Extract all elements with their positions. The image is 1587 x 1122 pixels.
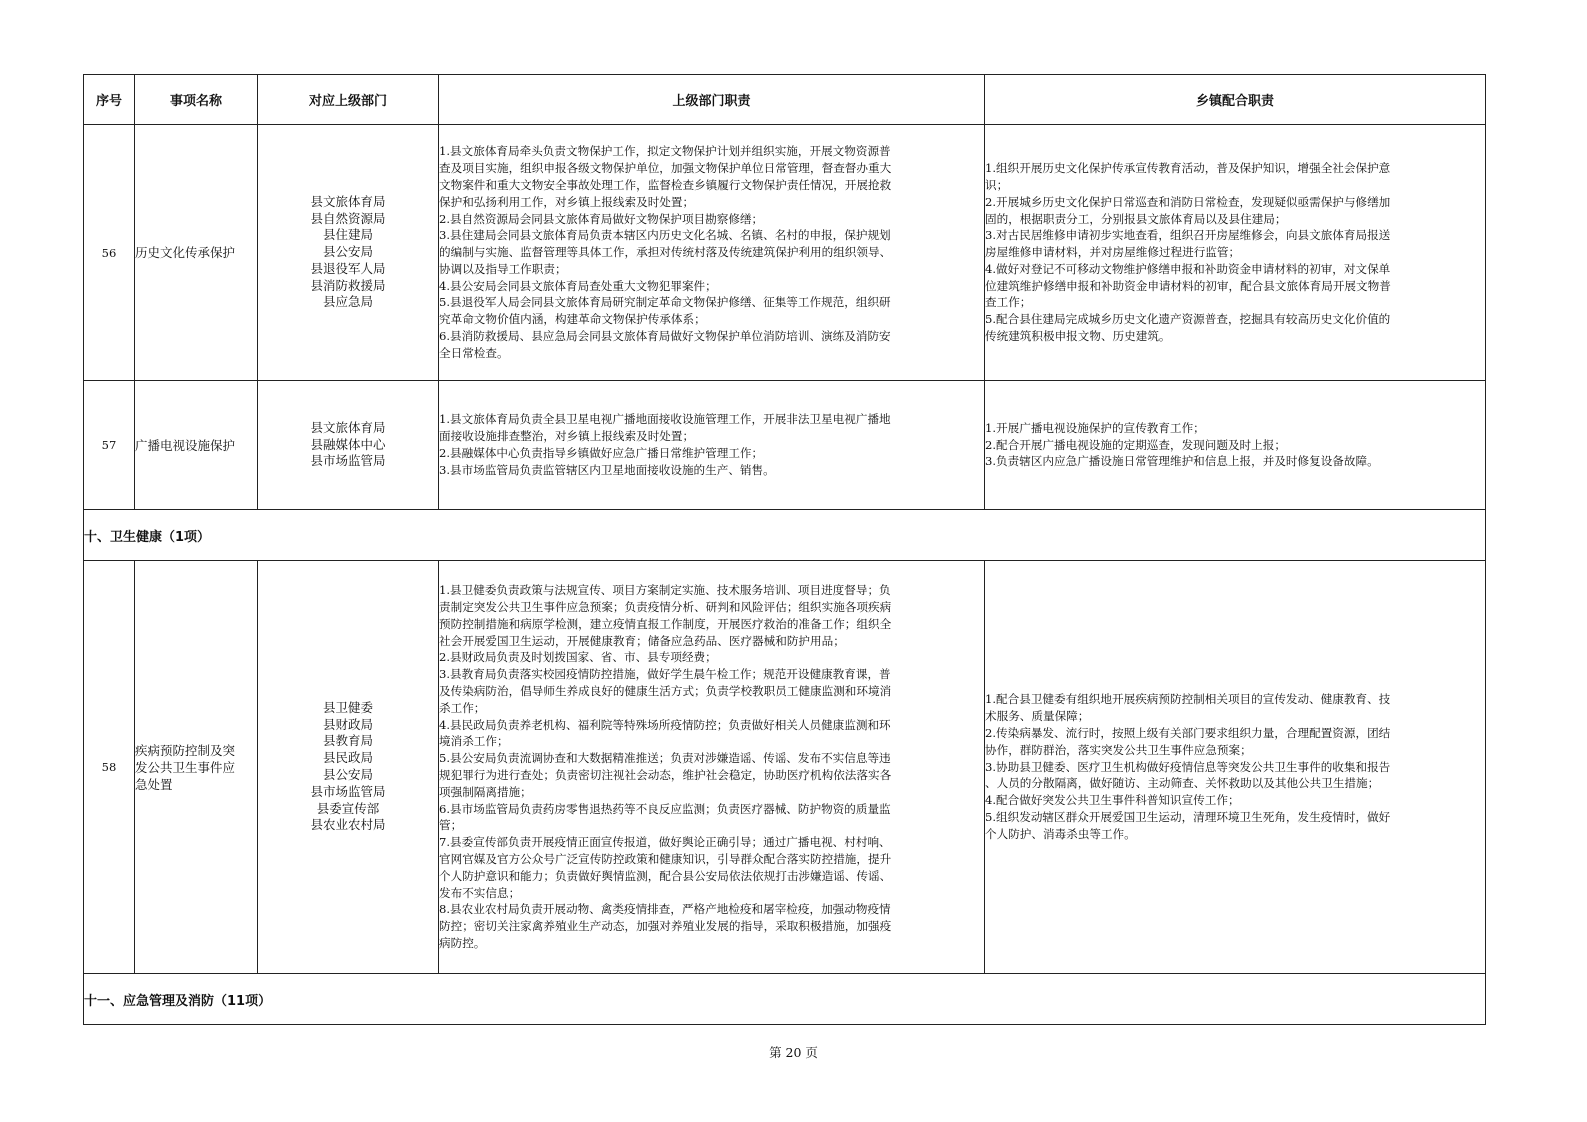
text-line: 疾病预防控制及突 <box>135 742 236 758</box>
row-item-name <box>135 125 258 381</box>
text-line: 县应急局 <box>322 294 373 310</box>
header-upper-dept: 对应上级部门 <box>258 75 439 125</box>
text-line: 固的，根据职责分工，分别报县文旅体育局以及县住建局； <box>985 211 1287 226</box>
text-line: 县市场监管局 <box>310 783 386 799</box>
text-line: 1.配合县卫健委有组织地开展疾病预防控制相关项目的宣传发动、健康教育、技 <box>985 692 1391 707</box>
text-line: 广播电视设施保护 <box>135 437 236 453</box>
section-row <box>84 974 1486 1025</box>
row-town-duty <box>985 561 1486 974</box>
row-num: 58 <box>84 561 135 974</box>
header-town-duty: 乡镇配合职责 <box>985 75 1486 125</box>
text-line: 病防控。 <box>439 935 486 950</box>
text-line: 5.组织发动辖区群众开展爱国卫生运动，清理环境卫生死角，发生疫情时，做好 <box>985 809 1391 824</box>
row-num: 56 <box>84 125 135 381</box>
row-upper-duty <box>439 125 985 381</box>
text-line: 4.县民政局负责养老机构、福利院等特殊场所疫情防控；负责做好相关人员健康监测和环 <box>439 717 891 732</box>
text-line: 县退役军人局 <box>310 260 386 276</box>
text-line: 2.传染病暴发、流行时，按照上级有关部门要求组织力量，合理配置资源，团结 <box>985 726 1391 740</box>
page-number: 第 20 页 <box>769 1045 818 1060</box>
text-line: 县农业农村局 <box>310 817 386 833</box>
text-line: 8.县农业农村局负责开展动物、禽类疫情排查，严格产地检疫和屠宰检疫，加强动物疫情 <box>439 902 891 917</box>
text-line: 3.县市场监管局负责监管辖区内卫星地面接收设施的生产、销售。 <box>439 462 775 477</box>
text-line: 官网官媒及官方公众号广泛宣传防控政策和健康知识，引导群众配合落实防控措施，提升 <box>439 851 892 866</box>
text-line: 县市场监管局 <box>310 453 386 469</box>
text-line: 项强制隔离措施； <box>439 784 532 799</box>
table-row <box>84 561 1486 974</box>
text-line: 县住建局 <box>322 227 373 243</box>
text-line: 6.县市场监管局负责药房零售退热药等不良反应监测；负责医疗器械、防护物资的质量监 <box>439 801 891 816</box>
text-line: 预防控制措施和病原学检测，建立疫情直报工作制度，开展医疗救治的准备工作；组织全 <box>439 616 892 631</box>
text-line: 规犯罪行为进行查处；负责密切注视社会动态，维护社会稳定，协助医疗机构依法落实各 <box>439 768 892 782</box>
text-line: 县自然资源局 <box>310 210 386 226</box>
text-line: 个人防护意识和能力；负责做好舆情监测，配合县公安局依法依规打击涉嫌造谣、传谣、 <box>439 868 892 883</box>
header-row <box>84 75 1486 125</box>
text-line: 5.配合县住建局完成城乡历史文化遗产资源普查，挖掘具有较高历史文化价值的 <box>985 312 1391 327</box>
text-line: 的编制与实施、监督管理等具体工作，承担对传统村落及传统建筑保护利用的组织领导、 <box>439 245 892 260</box>
text-line: 全日常检查。 <box>439 345 509 360</box>
text-line: 面接收设施排查整治，对乡镇上报线索及时处置； <box>439 429 695 444</box>
text-line: 1.县卫健委负责政策与法规宣传、项目方案制定实施、技术服务培训、项目进度督导；负 <box>439 583 891 598</box>
text-line: 县教育局 <box>322 733 373 749</box>
text-line: 县委宣传部 <box>316 800 380 816</box>
section-title-emergency: 十一、应急管理及消防（11项） <box>84 974 1486 1025</box>
text-line: 县卫健委 <box>322 699 373 715</box>
text-line: 管； <box>439 818 463 833</box>
text-line: 2.县自然资源局会同县文旅体育局做好文物保护项目勘察修缮； <box>439 211 764 226</box>
text-line: 历史文化传承保护 <box>135 245 236 260</box>
duty-table <box>83 74 1486 1025</box>
text-line: 县公安局 <box>322 244 373 260</box>
text-line: 1.县文旅体育局负责全县卫星电视广播地面接收设施管理工作，开展非法卫星电视广播地 <box>439 412 891 427</box>
text-line: 2.县财政局负责及时划拨国家、省、市、县专项经费； <box>439 650 717 665</box>
text-line: 责制定突发公共卫生事件应急预案；负责疫情分析、研判和风险评估；组织实施各项疾病 <box>439 600 892 615</box>
text-line: 4.配合做好突发公共卫生事件科普知识宣传工作； <box>985 793 1240 808</box>
row-depts <box>258 561 439 974</box>
row-depts <box>258 125 439 381</box>
text-line: 1.开展广播电视设施保护的宣传教育工作； <box>985 420 1205 435</box>
text-line: 3.县教育局负责落实校园疫情防控措施，做好学生晨午检工作；规范开设健康教育课，普 <box>439 667 891 682</box>
text-line: 1.组织开展历史文化保护传承宣传教育活动，普及保护知识，增强全社会保护意 <box>985 161 1391 176</box>
text-line: 杀工作； <box>439 700 486 715</box>
text-line: 县文旅体育局 <box>310 193 386 209</box>
row-depts <box>258 381 439 510</box>
text-line: 5.县退役军人局会同县文旅体育局研究制定革命文物保护修缮、征集等工作规范，组织研 <box>439 295 891 310</box>
text-line: 县民政局 <box>322 750 373 766</box>
section-title-health: 十、卫生健康（1项） <box>84 510 1486 561</box>
text-line: 传统建筑积极申报文物、历史建筑。 <box>985 329 1171 344</box>
text-line: 2.开展城乡历史文化保护日常巡查和消防日常检查，发现疑似亟需保护与修缮加 <box>985 194 1391 209</box>
text-line: 房屋维修申请材料，并对房屋维修过程进行监管； <box>985 245 1241 260</box>
row-num: 57 <box>84 381 135 510</box>
text-line: 、人员的分散隔离，做好随访、主动筛查、关怀救助以及其他公共卫生措施； <box>985 776 1380 791</box>
text-line: 县消防救援局 <box>310 277 386 293</box>
text-line: 发布不实信息； <box>439 885 521 900</box>
text-line: 急处置 <box>135 776 173 792</box>
text-line: 及传染病防治，倡导师生养成良好的健康生活方式；负责学校教职员工健康监测和环境消 <box>439 684 892 699</box>
text-line: 究革命文物价值内涵，构建革命文物保护传承体系； <box>439 312 706 327</box>
text-line: 2.配合开展广播电视设施的定期巡查，发现问题及时上报； <box>985 437 1286 452</box>
row-town-duty <box>985 381 1486 510</box>
text-line: 个人防护、消毒杀虫等工作。 <box>985 826 1136 841</box>
text-line: 6.县消防救援局、县应急局会同县文旅体育局做好文物保护单位消防培训、演练及消防安 <box>439 329 891 344</box>
row-town-duty <box>985 125 1486 381</box>
row-upper-duty <box>439 381 985 510</box>
text-line: 7.县委宣传部负责开展疫情正面宣传报道，做好舆论正确引导；通过广播电视、村村响、 <box>439 835 891 850</box>
text-line: 4.做好对登记不可移动文物维护修缮申报和补助资金申请材料的初审，对文保单 <box>985 261 1391 276</box>
text-line: 协调以及指导工作职责； <box>439 261 567 276</box>
text-line: 3.负责辖区内应急广播设施日常管理维护和信息上报，并及时修复设备故障。 <box>985 454 1379 469</box>
row-item-name <box>135 561 258 974</box>
text-line: 1.县文旅体育局牵头负责文物保护工作，拟定文物保护计划并组织实施，开展文物资源普 <box>439 144 891 159</box>
row-upper-duty <box>439 561 985 974</box>
text-line: 县文旅体育局 <box>310 419 386 435</box>
text-line: 境消杀工作； <box>439 734 509 749</box>
text-line: 县财政局 <box>322 716 373 732</box>
text-line: 4.县公安局会同县文旅体育局查处重大文物犯罪案件； <box>439 278 717 293</box>
text-line: 查工作； <box>985 295 1032 310</box>
text-line: 术服务、质量保障； <box>985 709 1090 724</box>
table-row <box>84 381 1486 510</box>
text-line: 3.县住建局会同县文旅体育局负责本辖区内历史文化名城、名镇、名村的申报，保护规划 <box>439 228 891 243</box>
text-line: 查及项目实施，组织申报各级文物保护单位，加强文物保护单位日常管理，督查督办重大 <box>439 161 892 176</box>
row-item-name <box>135 381 258 510</box>
text-line: 识； <box>985 177 1009 192</box>
text-line: 文物案件和重大文物安全事故处理工作，监督检查乡镇履行文物保护责任情况，开展抢救 <box>439 177 892 192</box>
section-row <box>84 510 1486 561</box>
text-line: 协作，群防群治，落实突发公共卫生事件应急预案； <box>985 742 1252 757</box>
text-line: 防控；密切关注家禽养殖业生产动态，加强对养殖业发展的指导，采取积极措施，加强疫 <box>439 919 892 934</box>
text-line: 5.县公安局负责流调协查和大数据精准推送；负责对涉嫌造谣、传谣、发布不实信息等违 <box>439 751 891 766</box>
text-line: 3.对古民居维修申请初步实地查看，组织召开房屋维修会，向县文旅体育局报送 <box>985 228 1391 243</box>
text-line: 县公安局 <box>322 767 373 782</box>
header-item-name: 事项名称 <box>135 75 258 125</box>
header-upper-duty: 上级部门职责 <box>439 75 985 125</box>
text-line: 2.县融媒体中心负责指导乡镇做好应急广播日常维护管理工作； <box>439 446 764 460</box>
text-line: 位建筑维护修缮申报和补助资金申请材料的初审，配合县文旅体育局开展文物普 <box>985 278 1391 293</box>
text-line: 保护和弘扬利用工作，对乡镇上报线索及时处置； <box>439 194 695 209</box>
text-line: 发公共卫生事件应 <box>135 759 236 775</box>
text-line: 3.协助县卫健委、医疗卫生机构做好疫情信息等突发公共卫生事件的收集和报告 <box>985 759 1391 774</box>
table-row <box>84 125 1486 381</box>
text-line: 县融媒体中心 <box>310 436 386 452</box>
text-line: 社会开展爱国卫生运动，开展健康教育；储备应急药品、医疗器械和防护用品； <box>439 633 845 648</box>
header-num: 序号 <box>84 75 135 125</box>
